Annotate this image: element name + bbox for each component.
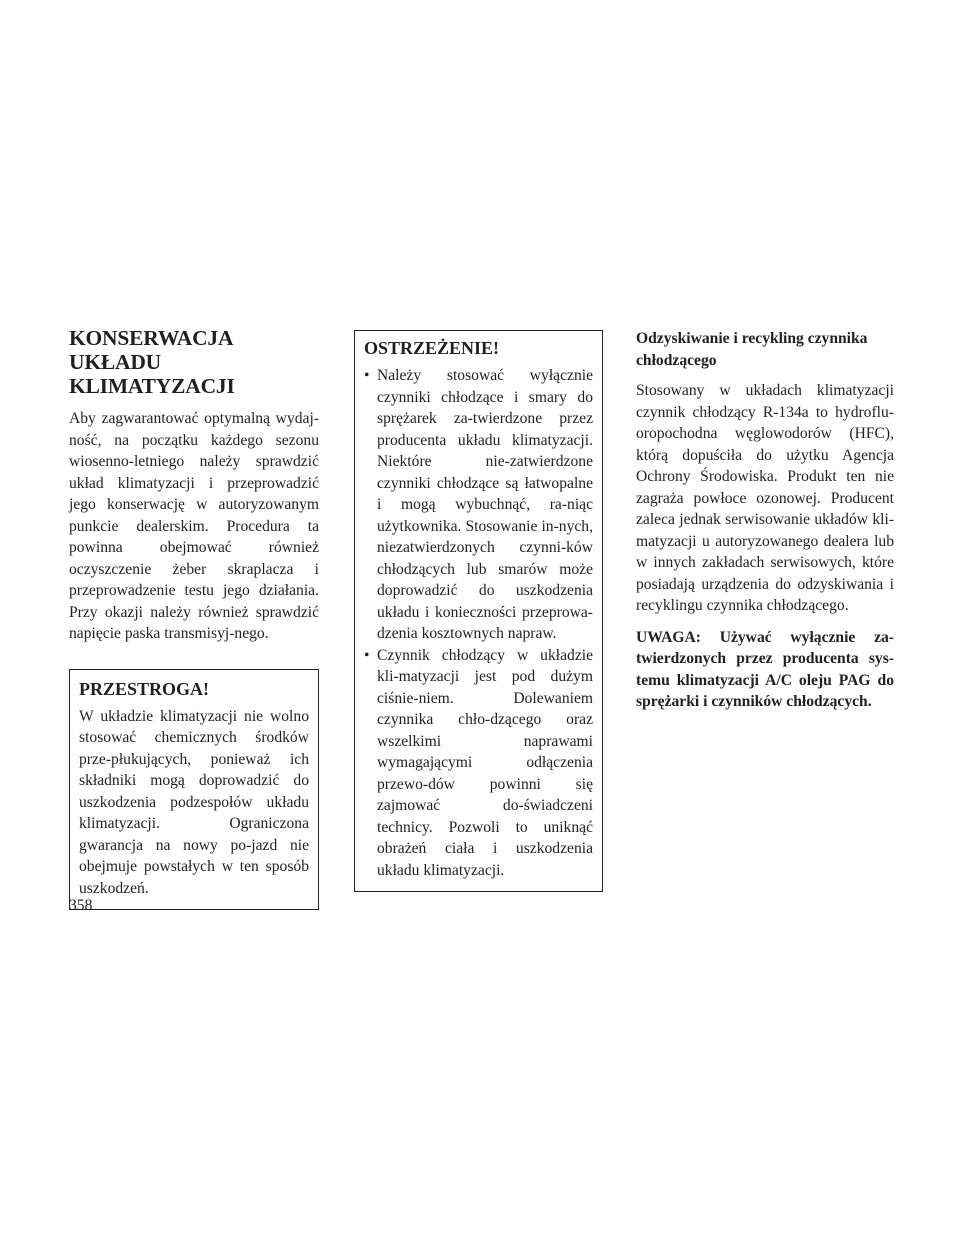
- caution-text: W układzie klimatyzacji nie wolno stosować chemicznych środków prze-płukujących, ponieważ ich składniki mogą doprowadzić do uszkodzenia podzespołów układu klimatyzacji. Ograniczona gwarancja na nowy po-jazd nie obejmuje powstałych w ten sposób uszkodzeń.: [79, 707, 309, 897]
- page-number: 358: [69, 897, 93, 914]
- maintenance-paragraph: Aby zagwarantować optymalną wydaj-ność, na początku każdego sezonu wiosenno-letniego należy sprawdzić układ klimatyzacji i przeprowadzić jego konserwację w autoryzowanym punkcie dealerskim. Procedura ta powinna obejmować również oczyszczenie żeber skraplacza i przeprowadzenie testu jego działania. Przy okazji należy również sprawdzić napięcie paska transmisyj-nego.: [69, 410, 319, 642]
- section-heading: KONSERWACJA UKŁADU KLIMATYZACJI: [69, 326, 235, 398]
- left-column: [69, 326, 319, 910]
- warning-list: [364, 365, 593, 881]
- warning-item: • Należy stosować wyłącznie czynniki chłodzące i smary do sprężarek za-twierdzone przez producenta układu klimatyzacji. Niektóre nie-zatwierdzone czynniki chłodzące są łatwopalne i mogą wybuchnąć, ra-niąc użytkownika. Stosowanie in-nych, niezatwierdzonych czynni-ków chłodzących lub smarów może doprowadzić do uszkodzenia układu i konieczności przeprowa-dzenia kosztownych napraw.: [364, 365, 593, 645]
- warning-box: [354, 330, 603, 892]
- refrigerant-subheading: Odzyskiwanie i recykling czynnika chłodzącego: [636, 330, 868, 369]
- note-text: UWAGA: Używać wyłącznie za-twierdzonych przez producenta sys-temu klimatyzacji A/C oleju PAG do sprężarki i czynników chłodzących.: [636, 628, 894, 710]
- warning-item: • Czynnik chłodzący w układzie kli-matyzacji jest pod dużym ciśnie-niem. Dolewaniem czynnika chło-dzącego oraz wszelkimi naprawami wymagającymi odłączenia przewo-dów powinni się zajmować do-świadczeni technicy. Pozwoli to uniknąć obrażeń ciała i uszkodzenia układu klimatyzacji.: [364, 645, 593, 882]
- warning-title: OSTRZEŻENIE!: [364, 338, 500, 358]
- refrigerant-paragraph: Stosowany w układach klimatyzacji czynnik chłodzący R-134a to hydroflu-oropochodna węglowodorów (HFC), którą dopuściła do użytku Agencja Ochrony Środowiska. Produkt ten nie zagraża powłoce ozonowej. Producent zaleca jednak serwisowanie układów kli-matyzacji u autoryzowanego dealera lub w innych zakładach serwisowych, które posiadają urządzenia do odzyskiwania i recyklingu czynnika chłodzącego.: [636, 382, 894, 614]
- middle-column: [354, 326, 603, 892]
- caution-box: [69, 669, 319, 911]
- right-column: [636, 326, 894, 713]
- caution-title: PRZESTROGA!: [79, 678, 210, 699]
